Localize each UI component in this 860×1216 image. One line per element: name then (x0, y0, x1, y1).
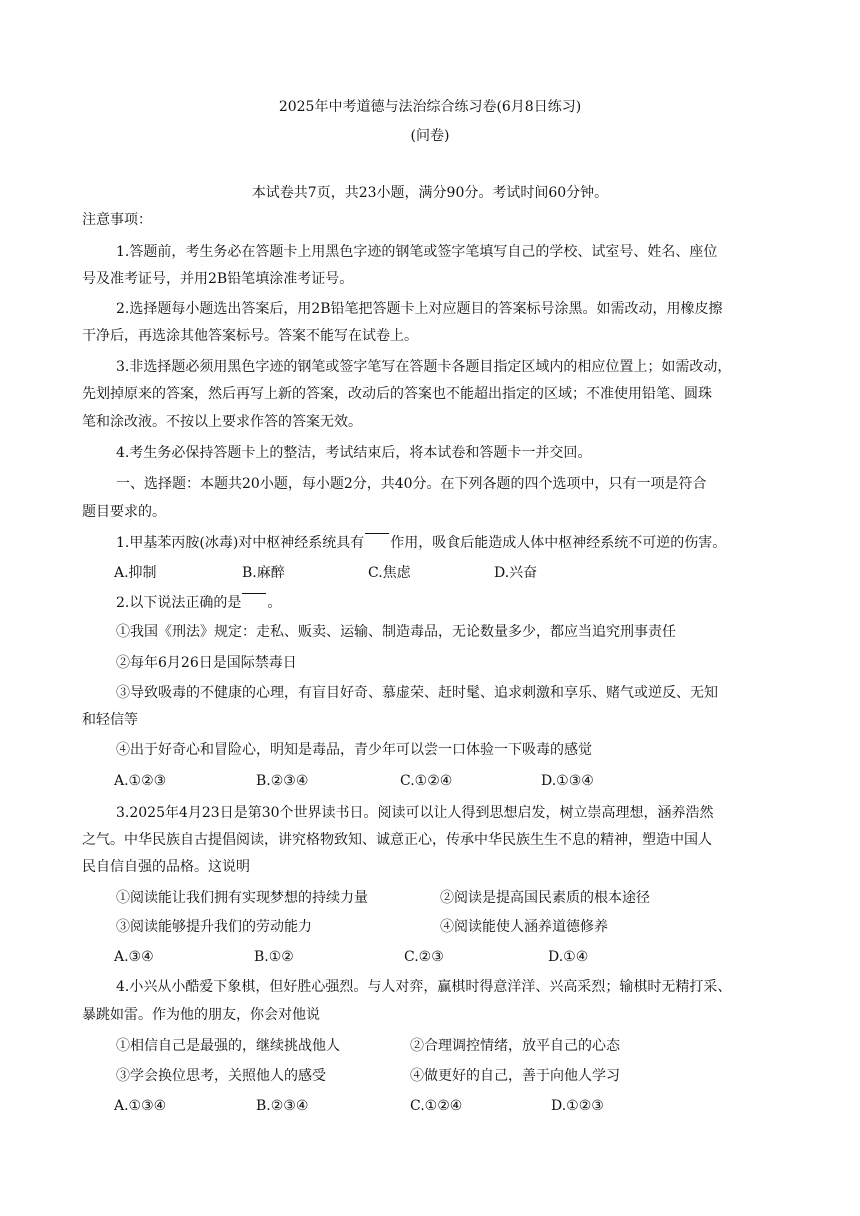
q2-stem (116, 593, 281, 613)
q1-option-a: A.抑制 (114, 565, 157, 581)
q4-option-a: A.①③④ (114, 1098, 167, 1114)
section-1-line-2: 题目要求的。 (82, 504, 166, 520)
exam-intro: 本试卷共7页，共23小题，满分90分。考试时间60分钟。 (251, 185, 609, 201)
q3-stem-line-3: 民自信自强的品格。这说明 (82, 859, 250, 875)
q1-stem-before: 1.甲基苯丙胺(冰毒)对中枢神经系统具有 (116, 535, 365, 551)
q4-statement-2: ②合理调控情绪，放平自己的心态 (410, 1038, 620, 1054)
notice-item-1-line-2: 号及准考证号，并用2B铅笔填涂准考证号。 (82, 271, 354, 287)
q3-option-c: C.②③ (404, 949, 444, 965)
q4-stem-line-2: 暴跳如雷。作为他的朋友，你会对他说 (82, 1007, 320, 1023)
q2-option-d: D.①③④ (541, 773, 594, 789)
q4-statement-1: ①相信自己是最强的，继续挑战他人 (116, 1038, 340, 1054)
q2-statement-3-line-1: ③导致吸毒的不健康的心理，有盲目好奇、慕虚荣、赶时髦、追求刺激和享乐、赌气或逆反、无知 (116, 685, 718, 701)
q2-option-a: A.①②③ (114, 773, 167, 789)
q4-stem-line-1: 4.小兴从小酷爱下象棋，但好胜心强烈。与人对弈，赢棋时得意洋洋、兴高采烈；输棋时无精打采、 (116, 979, 732, 995)
q4-statement-4: ④做更好的自己，善于向他人学习 (410, 1068, 620, 1084)
q4-option-c: C.①②④ (410, 1098, 463, 1114)
q4-option-b: B.②③④ (256, 1098, 309, 1114)
notice-item-2-line-1: 2.选择题每小题选出答案后，用2B铅笔把答题卡上对应题目的答案标号涂黑。如需改动，用橡皮擦 (116, 301, 723, 317)
q3-statement-3: ③阅读能够提升我们的劳动能力 (116, 919, 312, 935)
q1-answer-blank (365, 533, 389, 544)
notice-item-3-line-2: 先划掉原来的答案，然后再写上新的答案，改动后的答案也不能超出指定的区域；不准使用铅笔、圆珠 (82, 386, 712, 402)
q3-statement-4: ④阅读能使人涵养道德修养 (440, 919, 608, 935)
q2-statement-4: ④出于好奇心和冒险心，明知是毒品，青少年可以尝一口体验一下吸毒的感觉 (116, 742, 592, 758)
q3-stem-line-1: 3.2025年4月23日是第30个世界读书日。阅读可以让人得到思想启发，树立崇高理想，涵养浩然 (116, 805, 714, 821)
q4-option-d: D.①②③ (551, 1098, 604, 1114)
q2-option-b: B.②③④ (256, 773, 309, 789)
notice-item-2-line-2: 干净后，再选涂其他答案标号。答案不能写在试卷上。 (82, 328, 418, 344)
notice-item-3-line-3: 笔和涂改液。不按以上要求作答的答案无效。 (82, 414, 362, 430)
q1-option-d: D.兴奋 (494, 565, 538, 581)
q1-option-b: B.麻醉 (242, 565, 285, 581)
q2-option-c: C.①②④ (400, 773, 453, 789)
q2-statement-3-line-2: 和轻信等 (82, 712, 138, 728)
q2-statement-1: ①我国《刑法》规定：走私、贩卖、运输、制造毒品，无论数量多少，都应当追究刑事责任 (116, 624, 676, 640)
q2-statement-2: ②每年6月26日是国际禁毒日 (116, 655, 297, 671)
q3-statement-2: ②阅读是提高国民素质的根本途径 (440, 890, 650, 906)
notice-item-3-line-1: 3.非选择题必须用黑色字迹的钢笔或签字笔写在答题卡各题目指定区域内的相应位置上；如需改动， (116, 359, 732, 375)
q2-stem-before: 2.以下说法正确的是 (116, 595, 242, 611)
notice-heading: 注意事项： (82, 212, 152, 228)
q1-stem (116, 533, 726, 553)
exam-title: 2025年中考道德与法治综合练习卷(6月8日练习) (278, 99, 582, 115)
q3-option-a: A.③④ (114, 949, 154, 965)
exam-subtitle: (问卷) (410, 128, 450, 144)
q2-answer-blank (242, 593, 266, 604)
q4-statement-3: ③学会换位思考，关照他人的感受 (116, 1068, 326, 1084)
q1-stem-after: 作用，吸食后能造成人体中枢神经系统不可逆的伤害。 (390, 535, 727, 551)
q1-option-c: C.焦虑 (368, 565, 411, 581)
q3-option-b: B.①② (254, 949, 294, 965)
section-1-line-1: 一、选择题：本题共20小题，每小题2分，共40分。在下列各题的四个选项中，只有一项是符合 (116, 476, 707, 492)
notice-item-1-line-1: 1.答题前，考生务必在答题卡上用黑色字迹的钢笔或签字笔填写自己的学校、试室号、姓名、座位 (116, 244, 718, 260)
q3-statement-1: ①阅读能让我们拥有实现梦想的持续力量 (116, 890, 368, 906)
q3-option-d: D.①④ (548, 949, 589, 965)
notice-item-4: 4.考生务必保持答题卡上的整洁，考试结束后，将本试卷和答题卡一并交回。 (116, 445, 592, 461)
q3-stem-line-2: 之气。中华民族自古提倡阅读，讲究格物致知、诚意正心，传承中华民族生生不息的精神，塑造中国人 (82, 832, 712, 848)
q2-stem-after: 。 (267, 595, 282, 611)
